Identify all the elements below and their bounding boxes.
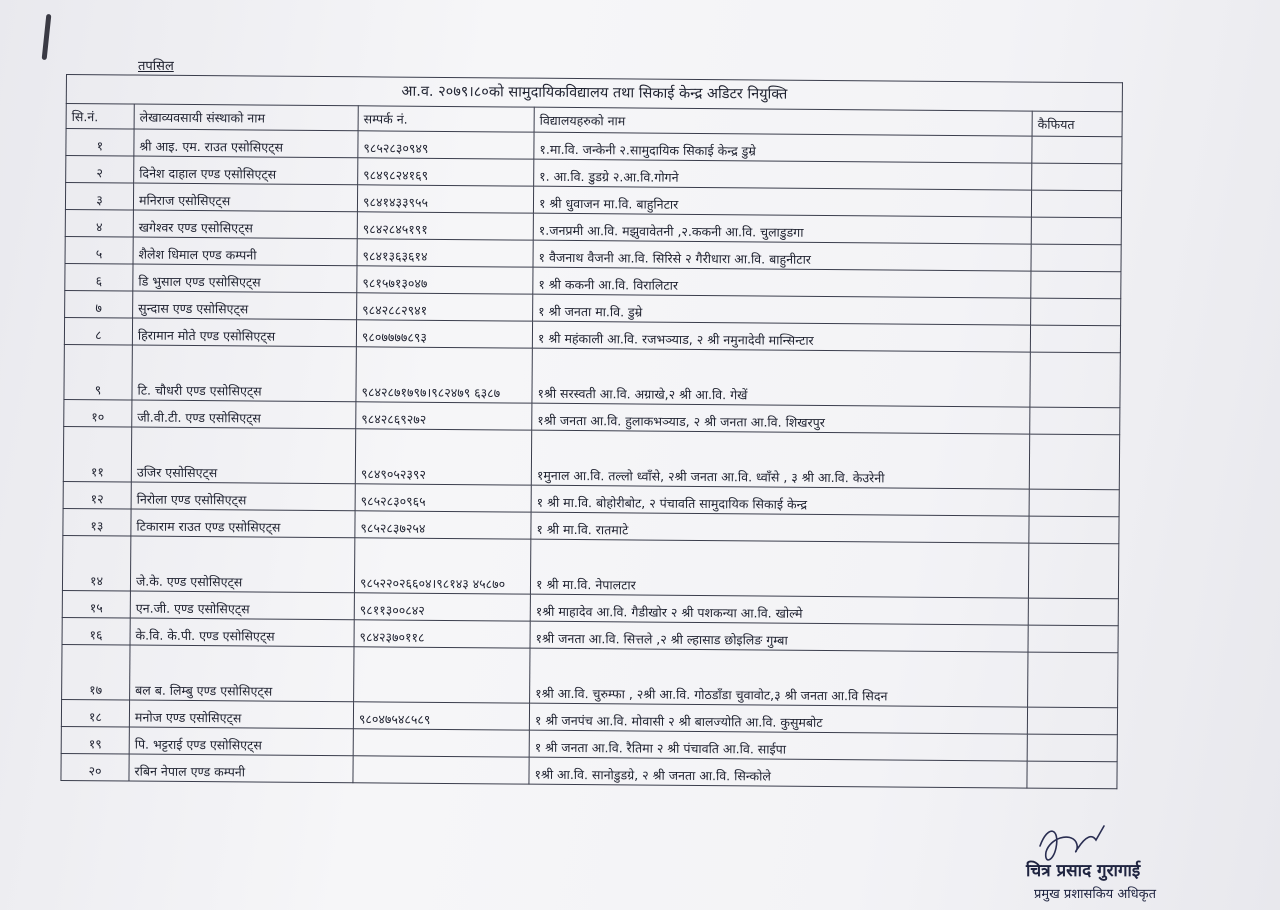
row-school-names: १ श्री ककनी आ.वि. विरालिटार [533,267,1031,298]
row-contact-number [354,647,530,703]
row-remarks [1027,734,1117,762]
row-remarks [1029,434,1119,490]
row-contact-number: ९८४२८४५१९१ [357,212,533,240]
auditor-table-wrapper [60,74,1122,789]
row-serial-number: ५ [65,236,133,264]
row-serial-number: १७ [62,644,130,700]
row-contact-number: ९८४१३६३६१४ [357,239,533,267]
row-remarks [1027,707,1117,735]
row-serial-number: १३ [63,508,131,536]
row-firm-name: जे.के. एण्ड एसोसिएट्स [130,536,354,593]
row-contact-number: ९८०७७७७८९३ [356,320,532,348]
row-remarks [1030,407,1120,435]
row-school-names: १ वैजनाथ वैजनी आ.वि. सिरिसे २ गैरीधारा आ.वि. बाहुनीटार [533,240,1031,271]
row-remarks [1032,136,1122,164]
row-contact-number: ९८११३००८४२ [354,593,530,621]
row-school-names: १ श्री जनता मा.वि. डुम्रे [533,294,1031,325]
row-school-names: १मुनाल आ.वि. तल्लो ध्वाँसे, २श्री जनता आ.वि. ध्वाँसे , ३ श्री आ.वि. केउरेनी [531,430,1029,489]
row-serial-number: १९ [61,726,129,754]
row-remarks [1027,761,1117,789]
row-school-names: १श्री आ.वि. चुरुम्फा , २श्री आ.वि. गोठडाँडा चुवावोट,३ श्री जनता आ.वि सिदन [530,648,1028,707]
row-firm-name: उजिर एसोसिएट्स [131,427,355,484]
row-remarks [1031,271,1121,299]
row-serial-number: १० [64,399,132,427]
row-serial-number: ९ [64,344,132,400]
row-remarks [1031,298,1121,326]
row-serial-number: ७ [65,290,133,318]
row-remarks [1028,598,1118,626]
row-firm-name: पि. भट्टराई एण्ड एसोसिएट्स [129,727,353,756]
row-firm-name: बल ब. लिम्बु एण्ड एसोसिएट्स [130,645,354,702]
row-school-names: १. आ.वि. डुडग्रे २.आ.वि.गोगने [534,159,1032,190]
row-serial-number: १५ [62,590,130,618]
row-contact-number: ९८५२८३०९६५ [355,484,531,512]
signatory-name: चित्र प्रसाद गुरागाई [1026,861,1141,881]
row-school-names: १ श्री जनपंच आ.वि. मोवासी २ श्री बालज्योति आ.वि. कुसुमबोट [529,703,1027,734]
row-remarks [1031,190,1121,218]
row-firm-name: रबिन नेपाल एण्ड कम्पनी [129,754,353,783]
auditor-appointment-table [60,74,1123,789]
row-serial-number: ३ [65,183,133,211]
row-firm-name: खगेश्वर एण्ड एसोसिएट्स [133,210,357,239]
row-serial-number: ८ [64,317,132,345]
row-remarks [1028,625,1118,653]
row-firm-name: सुन्दास एण्ड एसोसिएट्स [133,291,357,320]
row-firm-name: टिकाराम राउत एण्ड एसोसिएट्स [131,509,355,538]
row-contact-number [353,729,529,757]
row-firm-name: के.वि. के.पी. एण्ड एसोसिएट्स [130,618,354,647]
row-firm-name: जी.वी.टी. एण्ड एसोसिएट्स [132,400,356,429]
row-school-names: १.मा.वि. जन्केनी २.सामुदायिक सिकाई केन्द्र डुम्रे [534,132,1032,163]
row-remarks [1028,652,1118,708]
row-contact-number: ९८०४७५४८५८९ [353,702,529,730]
row-firm-name: दिनेश दाहाल एण्ड एसोसिएट्स [134,156,358,185]
row-contact-number: ९८५२२०२६६०४।९८१४३ ४५८७० [354,538,530,594]
table-title: आ.व. २०७९।८०को सामुदायिकविद्यालय तथा सिकाई केन्द्र अडिटर नियुक्ति [66,75,1122,112]
row-firm-name: श्री आइ. एम. राउत एसोसिएट्स [134,129,358,158]
header-contact-number: सम्पर्क नं. [358,106,534,132]
row-school-names: १.जनप्रमी आ.वि. मझुवावेतनी ,२.ककनी आ.वि. चुलाडुडगा [533,213,1031,244]
row-serial-number: १२ [63,481,131,509]
page-caption: तपसिल [138,59,174,74]
row-school-names: १श्री माहादेव आ.वि. गैडीखोर २ श्री पशकन्या आ.वि. खोल्मे [530,594,1028,625]
row-school-names: १श्री जनता आ.वि. हुलाकभञ्याड, २ श्री जनता आ.वि. शिखरपुर [532,403,1030,434]
row-contact-number: ९८१५७१३०४७ [357,266,533,294]
row-contact-number [353,756,529,784]
row-firm-name: शैलेश धिमाल एण्ड कम्पनी [133,237,357,266]
row-school-names: १ श्री मा.वि. बोहोरीबोट, २ पंचावति सामुदायिक सिकाई केन्द्र [531,485,1029,516]
row-remarks [1029,489,1119,517]
row-remarks [1031,217,1121,245]
signatory-title: प्रमुख प्रशासकिय अधिकृत [1034,887,1157,902]
row-serial-number: १८ [61,699,129,727]
row-contact-number: ९८४२३७०११८ [354,620,530,648]
row-firm-name: मनोज एण्ड एसोसिएट्स [129,700,353,729]
row-school-names: १श्री जनता आ.वि. सित्तले ,२ श्री ल्हासाड छोइलिङ गुम्बा [530,621,1028,652]
row-firm-name: निरोला एण्ड एसोसिएट्स [131,482,355,511]
row-serial-number: १ [66,129,134,157]
row-school-names: १ श्री महंकाली आ.वि. रजभञ्याड, २ श्री नमुनादेवी मान्सिन्टार [532,321,1030,352]
row-school-names: १श्री सरस्वती आ.वि. अग्राखे,२ श्री आ.वि. गेखें [532,348,1030,407]
row-serial-number: ११ [63,426,131,482]
row-school-names: १श्री आ.वि. सानोडुडग्रे, २ श्री जनता आ.वि. सिन्कोले [529,757,1027,788]
table-row [62,644,1118,707]
row-serial-number: ६ [65,263,133,291]
row-remarks [1029,516,1119,544]
row-contact-number: ९८४१४३३९५५ [357,185,533,213]
row-contact-number: ९८४९०५२३९२ [355,429,531,485]
row-contact-number: ९८४२८७१७९७।९८२४७९ ६३८७ [356,347,532,403]
table-row [64,344,1120,407]
row-contact-number: ९८५२८३७२५४ [355,511,531,539]
row-firm-name: टि. चौधरी एण्ड एसोसिएट्स [132,345,356,402]
row-serial-number: २ [66,156,134,184]
header-serial-number: सि.नं. [66,104,134,130]
table-body [61,129,1122,789]
row-serial-number: १४ [62,535,130,591]
header-firm-name: लेखाव्यवसायी संस्थाको नाम [134,104,358,131]
table-row [62,535,1118,598]
row-school-names: १ श्री मा.वि. नेपालटार [530,539,1028,598]
row-serial-number: ४ [65,209,133,237]
row-remarks [1030,352,1120,408]
row-remarks [1032,163,1122,191]
row-firm-name: मनिराज एसोसिएट्स [133,183,357,212]
row-contact-number: ९८४२८६९२७२ [356,402,532,430]
table-row [63,426,1119,489]
row-remarks [1031,244,1121,272]
header-remarks: कैफियत [1032,111,1122,137]
row-school-names: १ श्री धुवाजन मा.वि. बाहुनिटार [533,186,1031,217]
row-contact-number: ९८५२८३०९४९ [358,131,534,159]
row-firm-name: हिरामान मोते एण्ड एसोसिएट्स [132,318,356,347]
row-school-names: १ श्री जनता आ.वि. रैतिमा २ श्री पंचावति आ.वि. साईपा [529,730,1027,761]
row-contact-number: ९८४९८२४१६९ [358,158,534,186]
row-firm-name: एन.जी. एण्ड एसोसिएट्स [130,591,354,620]
row-firm-name: डि भुसाल एण्ड एसोसिएट्स [133,264,357,293]
row-serial-number: १६ [62,617,130,645]
row-contact-number: ९८४२८८२९४१ [357,293,533,321]
row-serial-number: २० [61,753,129,781]
row-remarks [1030,325,1120,353]
header-school-names: विद्यालयहरुको नाम [534,107,1032,136]
row-remarks [1028,543,1118,599]
row-school-names: १ श्री मा.वि. रातमाटे [531,512,1029,543]
